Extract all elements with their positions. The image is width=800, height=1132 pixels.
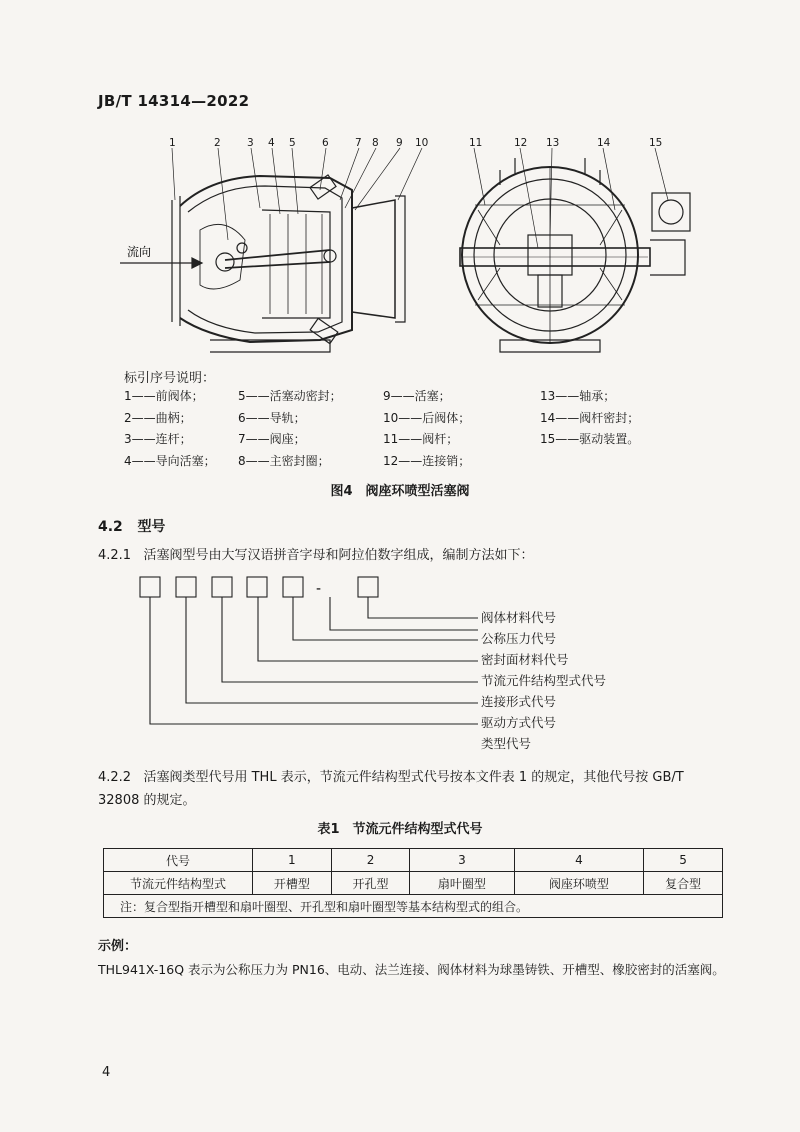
callout-15: 15 <box>649 137 663 149</box>
callout-5: 5 <box>289 137 296 149</box>
legend-item: 10——后阀体； <box>383 410 471 425</box>
callout-6: 6 <box>322 137 329 149</box>
paragraph-4-2-2-cont: 32808 的规定。 <box>98 793 196 808</box>
legend-item: 11——阀杆； <box>383 432 459 446</box>
legend-col-3 <box>383 386 470 472</box>
table-note-row <box>104 895 723 918</box>
callout-14: 14 <box>597 137 611 149</box>
legend-item: 2——曲柄； <box>124 410 192 425</box>
section-heading <box>98 516 165 536</box>
example-text: THL941X-16Q 表示为公称压力为 PN16、电动、法兰连接、阀体材料为球墨铸铁、开槽型、橡胶密封的活塞阀。 <box>98 962 725 977</box>
paragraph-4-2-1 <box>98 544 534 567</box>
clause-text: 活塞阀型号由大写汉语拼音字母和阿拉伯数字组成，编制方法如下： <box>143 548 534 563</box>
section-title: 型号 <box>137 519 166 535</box>
legend-item: 13——轴承； <box>540 389 616 403</box>
callout-3: 3 <box>247 137 254 149</box>
model-code-diagram <box>0 570 800 760</box>
table-title: 表1 节流元件结构型式代号 <box>317 822 483 837</box>
table-cell: 3 <box>410 849 514 872</box>
code-table <box>103 848 723 918</box>
table-cell: 2 <box>331 849 410 872</box>
callout-4: 4 <box>268 137 275 149</box>
table-cell: 开孔型 <box>331 872 410 895</box>
section-number: 4.2 <box>98 519 123 535</box>
code-label: 阀体材料代号 <box>481 610 557 625</box>
table-cell: 1 <box>253 849 332 872</box>
code-label: 公称压力代号 <box>481 631 557 646</box>
code-label: 节流元件结构型式代号 <box>481 673 607 688</box>
table-cell: 复合型 <box>644 872 723 895</box>
standard-number: JB/T 14314—2022 <box>98 92 250 110</box>
legend-title: 标引序号说明： <box>124 371 216 386</box>
clause-number: 4.2.1 <box>98 548 132 563</box>
paragraph-4-2-2 <box>98 766 684 789</box>
legend-col-4 <box>540 386 639 451</box>
table-cell: 开槽型 <box>253 872 332 895</box>
legend-item: 9——活塞； <box>383 389 451 403</box>
legend-item: 3——连杆； <box>124 432 192 446</box>
callout-2: 2 <box>214 137 221 149</box>
code-label: 驱动方式代号 <box>481 715 557 730</box>
code-label: 类型代号 <box>481 736 532 751</box>
code-label: 密封面材料代号 <box>481 652 569 667</box>
valve-figure <box>0 0 800 370</box>
legend-item: 7——阀座； <box>238 432 306 446</box>
callout-1: 1 <box>169 137 176 149</box>
table-cell: 5 <box>644 849 723 872</box>
code-label: 连接形式代号 <box>481 694 557 709</box>
callout-13: 13 <box>546 137 560 149</box>
callout-10: 10 <box>415 137 429 149</box>
callout-12: 12 <box>514 137 528 149</box>
table-cell: 4 <box>514 849 644 872</box>
callout-7: 7 <box>355 137 362 149</box>
clause-number: 4.2.2 <box>98 770 132 785</box>
legend-col-1 <box>124 386 216 472</box>
clause-text: 活塞阀类型代号用 THL 表示，节流元件结构型式代号按本文件表 1 的规定，其他代号按 GB/T <box>143 770 684 785</box>
table-row <box>104 872 723 895</box>
callout-11: 11 <box>469 137 483 149</box>
legend-item: 5——活塞动密封； <box>238 389 342 403</box>
table-cell: 节流元件结构型式 <box>104 872 253 895</box>
table-note: 注：复合型指开槽型和扇叶圈型、开孔型和扇叶圈型等基本结构型式的组合。 <box>104 895 723 918</box>
legend-item: 15——驱动装置。 <box>540 432 640 446</box>
example-title: 示例： <box>98 939 138 954</box>
callout-8: 8 <box>372 137 379 149</box>
callout-9: 9 <box>396 137 403 149</box>
table-cell: 扇叶圈型 <box>410 872 514 895</box>
legend-item: 14——阀杆密封； <box>540 410 640 425</box>
legend-col-2 <box>238 386 342 472</box>
code-dash: - <box>316 581 322 597</box>
page-number: 4 <box>102 1065 111 1080</box>
flow-label: 流向 <box>127 245 152 259</box>
table-cell: 代号 <box>104 849 253 872</box>
legend-item: 4——导向活塞； <box>124 453 216 468</box>
legend-item: 1——前阀体； <box>124 389 204 403</box>
table-header-row <box>104 849 723 872</box>
table-cell: 阀座环喷型 <box>514 872 644 895</box>
legend-item: 6——导轨； <box>238 410 306 425</box>
legend-item: 8——主密封圈； <box>238 453 330 468</box>
figure-caption: 图4 阀座环喷型活塞阀 <box>330 484 470 499</box>
legend-item: 12——连接销； <box>383 453 471 468</box>
